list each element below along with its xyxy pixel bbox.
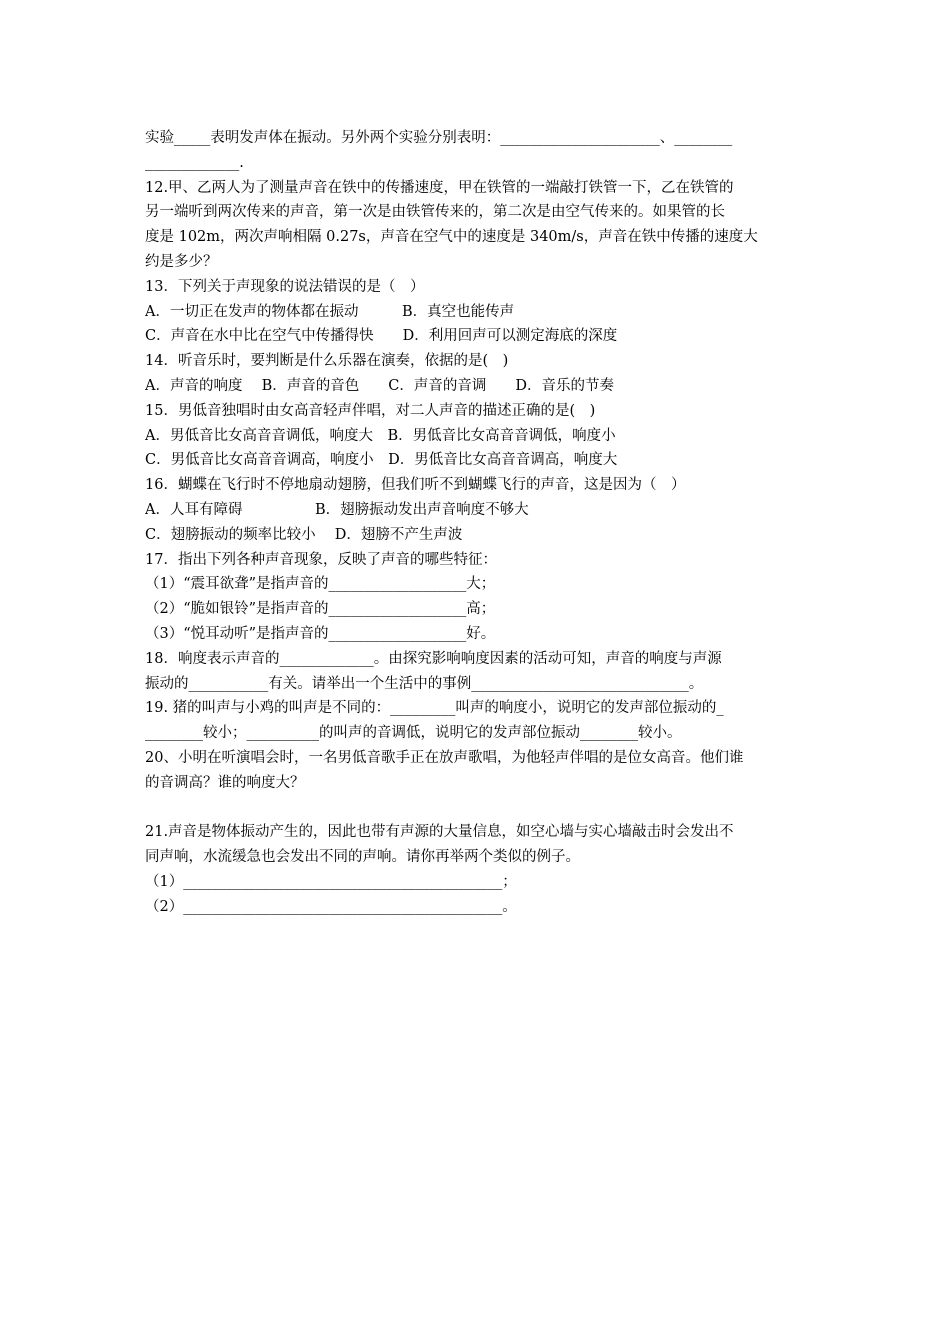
q14-stem: 14．听音乐时，要判断是什么乐器在演奏，依据的是( ) (145, 353, 509, 370)
q17-item-3: （3）“悦耳动听”是指声音的___________________好。 (145, 625, 496, 642)
q13-stem: 13．下列关于声现象的说法错误的是（ ） (145, 278, 425, 295)
q12-line-1: 12.甲、乙两人为了测量声音在铁中的传播速度，甲在铁管的一端敲打铁管一下，乙在铁管的 (145, 179, 734, 196)
blank-line (145, 796, 810, 821)
q21-line-2: 同声响，水流缓急也会发出不同的声响。请你再举两个类似的例子。 (145, 849, 580, 866)
q20-line-1: 20、小明在听演唱会时，一名男低音歌手正在放声歌唱，为他轻声伴唱的是位女高音。他们谁 (145, 749, 744, 766)
q11-line-1: 实验_____表明发声体在振动。另外两个实验分别表明：______________________、________ (145, 130, 733, 146)
q11-line-2: _____________. (145, 154, 244, 171)
q21-line-1: 21.声音是物体振动产生的，因此也带有声源的大量信息，如空心墙与实心墙敲击时会发出不 (145, 824, 734, 841)
q20-line-2: 的音调高？谁的响度大？ (145, 774, 305, 791)
q12-line-4: 约是多少？ (145, 253, 218, 270)
q15-options-cd: C．男低音比女高音音调高，响度小 D．男低音比女高音音调高，响度大 (145, 452, 618, 469)
q21-answer-1: （1）____________________________________________； (145, 873, 517, 890)
q18-line-1: 18．响度表示声音的_____________。由探究影响响度因素的活动可知，声音的响度与声源 (145, 650, 722, 667)
q16-options-cd: C．翅膀振动的频率比较小 D．翅膀不产生声波 (145, 526, 463, 543)
q14-options: A．声音的响度 B．声音的音色 C．声音的音调 D．音乐的节奏 (145, 377, 614, 394)
q17-item-1: （1）“震耳欲聋”是指声音的___________________大； (145, 576, 496, 593)
worksheet-body (145, 126, 810, 920)
q18-line-2: 振动的___________有关。请举出一个生活中的事例______________________________。 (145, 675, 704, 692)
q16-stem: 16．蝴蝶在飞行时不停地扇动翅膀，但我们听不到蝴蝶飞行的声音，这是因为（ ） (145, 477, 686, 494)
q12-line-2: 另一端听到两次传来的声音，第一次是由铁管传来的，第二次是由空气传来的。如果管的长 (145, 204, 725, 221)
q19-line-1: 19. 猪的叫声与小鸡的叫声是不同的：_________叫声的响度小，说明它的发声部位振动的_ (145, 700, 724, 717)
q21-answer-2: （2）____________________________________________。 (145, 898, 517, 915)
q17-stem: 17．指出下列各种声音现象，反映了声音的哪些特征： (145, 551, 497, 568)
q16-options-ab: A．人耳有障碍 B．翅膀振动发出声音响度不够大 (145, 501, 529, 518)
q19-line-2: ________较小；__________的叫声的音调低，说明它的发声部位振动________较小。 (145, 725, 682, 742)
q15-stem: 15．男低音独唱时由女高音轻声伴唱，对二人声音的描述正确的是( ) (145, 402, 596, 419)
q17-item-2: （2）“脆如银铃”是指声音的___________________高； (145, 601, 496, 618)
q12-line-3: 度是 102m，两次声响相隔 0.27s，声音在空气中的速度是 340m/s，声音在铁中传播的速度大 (145, 229, 758, 246)
q13-options-cd: C．声音在水中比在空气中传播得快 D．利用回声可以测定海底的深度 (145, 328, 618, 345)
q15-options-ab: A．男低音比女高音音调低，响度大 B．男低音比女高音音调低，响度小 (145, 427, 616, 444)
q13-options-ab: A．一切正在发声的物体都在振动 B．真空也能传声 (145, 303, 515, 320)
